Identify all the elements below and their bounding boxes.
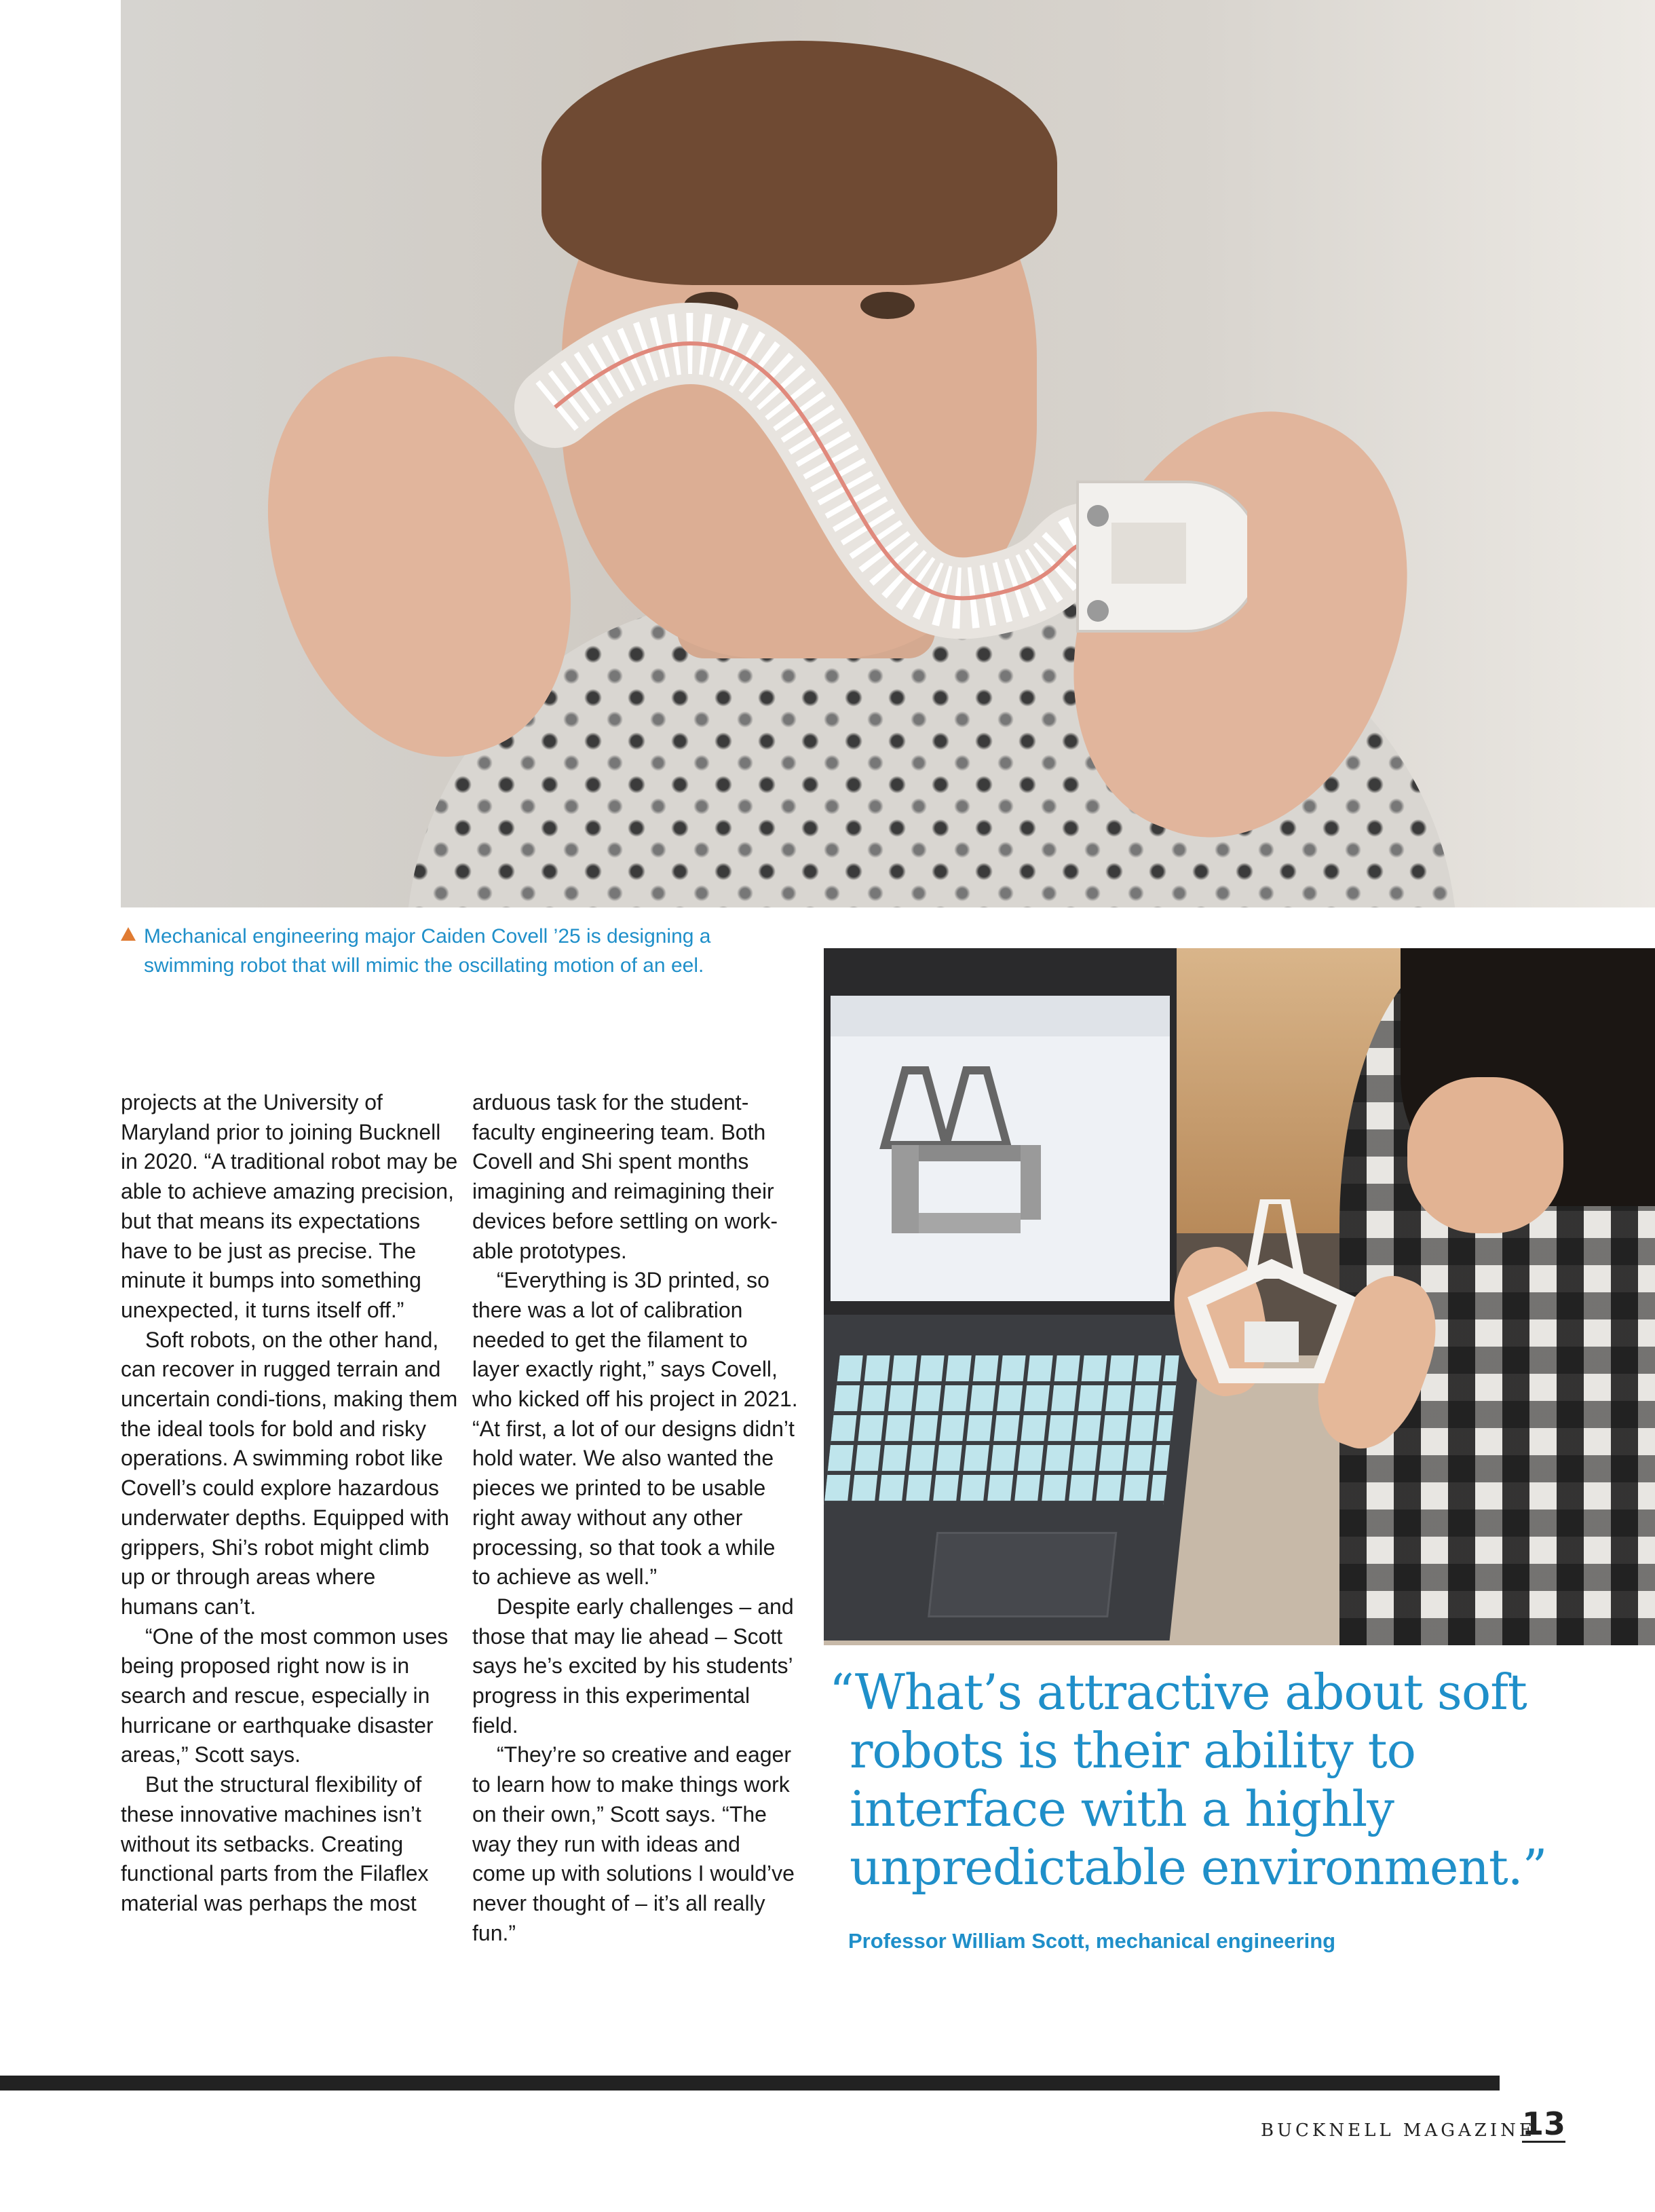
footer-rule (0, 2076, 1500, 2091)
paragraph: arduous task for the student-faculty engineering team. Both Covell and Shi spent months imagining and reimagining their devices before settling on work-able prototypes. (472, 1090, 778, 1263)
paragraph: projects at the University of Maryland prior to joining Bucknell in 2020. “A traditional robot may be able to achieve amazing precision, but that means its expectations have to be just as precise. The minute it bumps into something unexpected, it turns itself off.” (121, 1090, 458, 1322)
touchpad (928, 1532, 1117, 1617)
eel-robot-illustration (501, 258, 1247, 733)
student-face-side (1407, 1077, 1563, 1233)
body-column-1 (121, 1088, 459, 1919)
3d-printed-part-illustration (1183, 1199, 1360, 1403)
paragraph: “They’re so creative and eager to learn how to make things work on their own,” Scott says. “The way they run with ideas and come up with solutions I would’ve never thought of – it’s all really fun.” (472, 1742, 795, 1945)
laptop-keyboard (824, 1315, 1204, 1641)
page-number: 13 (1522, 2105, 1566, 2142)
cad-model-illustration (864, 1043, 1082, 1247)
photo-caption (121, 922, 799, 980)
student-hair (541, 41, 1057, 285)
pull-quote-attribution: Professor William Scott, mechanical engineering (848, 1929, 1336, 1953)
pull-quote (829, 1663, 1643, 1896)
cad-toolbar (831, 996, 1170, 1036)
paragraph: “Everything is 3D printed, so there was a lot of calibration needed to get the filament to layer exactly right,” says Covell, who kicked off his project in 2021. “At first, a lot of our designs didn’t hold water. We also wanted the pieces we printed to be usable right away without any other processing, so that took a while to achieve as well.” (472, 1268, 798, 1590)
eel-robot-photo (121, 0, 1655, 907)
paragraph: “One of the most common uses being proposed right now is in search and rescue, especially in hurricane or earthquake disaster areas,” Scott says. (121, 1624, 449, 1767)
pull-quote-text: “What’s attractive about soft robots is their ability to interface with a highly unpredictable environment.” (829, 1664, 1547, 1896)
laptop-cad-photo (824, 948, 1655, 1645)
backlit-keys (824, 1355, 1179, 1505)
paragraph: But the structural flexibility of these innovative machines isn’t without its setbacks. Creating functional parts from the Filaflex material was perhaps the most (121, 1772, 429, 1915)
body-column-2 (472, 1088, 799, 1948)
caption-text: Mechanical engineering major Caiden Covell ’25 is designing a swimming robot that will mimic the oscillating motion of an eel. (144, 925, 711, 977)
paragraph: Soft robots, on the other hand, can recover in rugged terrain and uncertain condi-tions, making them the ideal tools for bold and risky operations. A swimming robot like Covell’s could explore hazardous underwater depths. Equipped with grippers, Shi’s robot might climb up or through areas where humans can’t. (121, 1327, 458, 1619)
paragraph: Despite early challenges – and those that may lie ahead – Scott says he’s excited by his students’ progress in this experimental field. (472, 1594, 794, 1738)
caption-triangle-icon (121, 927, 136, 941)
magazine-name: BUCKNELL MAGAZINE (1261, 2120, 1536, 2141)
